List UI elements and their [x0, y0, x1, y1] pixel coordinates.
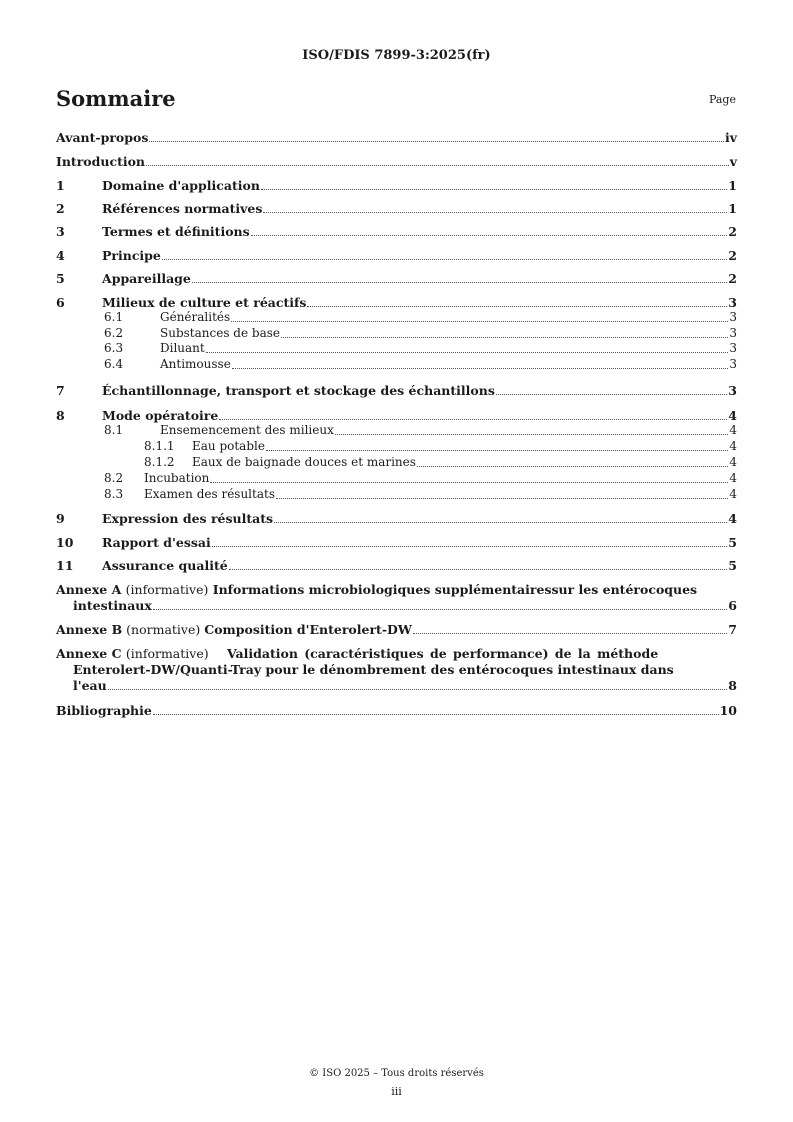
annex-title: Composition d'Enterolert-DW [204, 622, 412, 637]
page-number: iii [391, 1085, 402, 1098]
toc-page: 4 [729, 471, 737, 485]
toc-label: Mode opératoire [102, 408, 219, 423]
toc-entry-annex-c-cont[interactable] [73, 678, 737, 693]
annex-prefix: Annexe B [56, 622, 123, 637]
toc-leader [274, 522, 727, 523]
toc-entry-6-4[interactable] [104, 357, 737, 372]
toc-leader [192, 282, 727, 283]
toc-entry-11[interactable] [56, 558, 737, 573]
copyright-footer: © ISO 2025 – Tous droits réservés [309, 1068, 484, 1079]
toc-number: 3 [56, 224, 65, 239]
annex-title-line-3: l'eau [73, 678, 107, 693]
page-header: ISO/FDIS 7899-3:2025(fr) [302, 48, 491, 63]
toc-number: 1 [56, 178, 65, 193]
toc-leader [206, 352, 729, 353]
toc-entry-8-1-1[interactable] [144, 439, 737, 454]
toc-label: Examen des résultats [144, 487, 275, 501]
toc-entry-10[interactable] [56, 535, 737, 550]
toc-page: 5 [728, 535, 737, 550]
toc-page: 3 [728, 295, 737, 310]
toc-entry-annex-a[interactable] [56, 582, 697, 597]
toc-entry-1[interactable] [56, 178, 737, 193]
toc-page: 2 [728, 224, 737, 239]
toc-entry-4[interactable] [56, 248, 737, 263]
annex-title-line-2: Enterolert-DW/Quanti-Tray pour le dénombrement des entérocoques intestinaux dans [73, 662, 674, 677]
toc-page: 1 [728, 178, 737, 193]
toc-label: Principe [102, 248, 161, 263]
toc-page: 7 [728, 622, 737, 637]
toc-page: 10 [719, 703, 737, 718]
toc-page: 3 [729, 341, 737, 355]
toc-page: 4 [729, 455, 737, 469]
toc-entry-avant-propos[interactable] [56, 130, 737, 145]
toc-label: Généralités [160, 310, 231, 324]
annex-type: (informative) [125, 646, 209, 661]
toc-entry-8-1-2[interactable] [144, 455, 737, 470]
toc-page: iv [724, 130, 737, 145]
toc-page: 4 [729, 487, 737, 501]
toc-page: 4 [728, 408, 737, 423]
toc-label: Domaine d'application [102, 178, 260, 193]
toc-number: 6.1 [104, 310, 124, 324]
toc-number: 4 [56, 248, 65, 263]
toc-page: 4 [728, 511, 737, 526]
toc-entry-3[interactable] [56, 224, 737, 239]
annex-type: (normative) [126, 622, 201, 637]
toc-leader [231, 321, 728, 322]
page-column-label: Page [708, 93, 736, 106]
toc-label: Expression des résultats [102, 511, 274, 526]
toc-number: 8.1.1 [144, 439, 175, 453]
toc-entry-2[interactable] [56, 201, 737, 216]
toc-leader [229, 569, 728, 570]
toc-leader [219, 419, 727, 420]
toc-number: 8.1 [104, 423, 124, 437]
annex-title-line-2: intestinaux [73, 598, 152, 613]
toc-leader [496, 394, 727, 395]
toc-entry-introduction[interactable] [56, 154, 737, 169]
toc-page: 1 [728, 201, 737, 216]
toc-leader [232, 368, 729, 369]
toc-page: 3 [729, 326, 737, 340]
annex-prefix: Annexe C [56, 646, 122, 661]
toc-number: 10 [56, 535, 74, 550]
toc-label: Termes et définitions [102, 224, 250, 239]
toc-entry-6-2[interactable] [104, 326, 737, 341]
toc-entry-annex-c[interactable] [56, 646, 658, 661]
toc-label: Antimousse [160, 357, 231, 371]
toc-page: 3 [728, 383, 737, 398]
toc-page: 2 [728, 248, 737, 263]
toc-entry-6-3[interactable] [104, 341, 737, 356]
toc-label: Eau potable [192, 439, 265, 453]
toc-number: 9 [56, 511, 65, 526]
toc-page: 5 [728, 558, 737, 573]
toc-entry-annex-a-cont[interactable] [73, 598, 737, 613]
toc-label: Rapport d'essai [102, 535, 211, 550]
annex-c-line-2 [73, 662, 674, 677]
toc-label: Bibliographie [56, 703, 152, 718]
toc-number: 7 [56, 383, 65, 398]
toc-label: Diluant [160, 341, 205, 355]
toc-label: Introduction [56, 154, 146, 169]
toc-number: 8.3 [104, 487, 124, 501]
toc-leader [335, 434, 728, 435]
toc-entry-6[interactable] [56, 295, 737, 310]
toc-page: v [729, 154, 737, 169]
toc-label: Milieux de culture et réactifs [102, 295, 307, 310]
toc-leader [261, 189, 727, 190]
toc-leader [251, 235, 728, 236]
toc-entry-8-2[interactable] [104, 471, 737, 486]
toc-entry-7[interactable] [56, 383, 737, 398]
toc-leader [263, 212, 727, 213]
toc-leader [417, 466, 728, 467]
toc-leader [108, 689, 728, 690]
toc-number: 6 [56, 295, 65, 310]
toc-page: 3 [729, 310, 737, 324]
toc-leader [149, 141, 724, 142]
toc-entry-8-3[interactable] [104, 487, 737, 502]
page-title: Sommaire [56, 86, 176, 111]
toc-number: 8.2 [104, 471, 124, 485]
toc-page: 8 [728, 678, 737, 693]
toc-entry-annex-b[interactable] [56, 622, 737, 637]
toc-label: Références normatives [102, 201, 263, 216]
toc-entry-9[interactable] [56, 511, 737, 526]
toc-label: Appareillage [102, 271, 191, 286]
toc-leader [153, 714, 719, 715]
toc-page: 3 [729, 357, 737, 371]
toc-leader [210, 482, 728, 483]
toc-label: Incubation [144, 471, 210, 485]
toc-label: Échantillonnage, transport et stockage des échantillons [102, 383, 495, 398]
toc-leader [307, 306, 727, 307]
toc-number: 2 [56, 201, 65, 216]
toc-leader [162, 259, 727, 260]
toc-leader [413, 633, 727, 634]
toc-page: 6 [728, 598, 737, 613]
toc-page: 4 [729, 423, 737, 437]
toc-leader [153, 609, 727, 610]
toc-leader [281, 337, 728, 338]
toc-number: 6.3 [104, 341, 124, 355]
toc-entry-8-1[interactable] [104, 423, 737, 438]
annex-title-line-1: Validation (caractéristiques de performance) de la méthode [226, 646, 659, 661]
toc-page: 2 [728, 271, 737, 286]
toc-entry-6-1[interactable] [104, 310, 737, 325]
annex-title-line-1: Informations microbiologiques supplémentairessur les entérocoques [212, 582, 698, 597]
toc-number: 8.1.2 [144, 455, 175, 469]
toc-label: Assurance qualité [102, 558, 228, 573]
toc-number: 6.2 [104, 326, 124, 340]
toc-leader [276, 498, 728, 499]
toc-label: Eaux de baignade douces et marines [192, 455, 416, 469]
annex-type: (informative) [125, 582, 209, 597]
toc-label: Ensemencement des milieux [160, 423, 334, 437]
toc-number: 11 [56, 558, 74, 573]
toc-entry-8[interactable] [56, 408, 737, 423]
toc-entry-bibliographie[interactable] [56, 703, 737, 718]
toc-leader [266, 450, 728, 451]
toc-page: 4 [729, 439, 737, 453]
toc-number: 8 [56, 408, 65, 423]
toc-leader [146, 165, 729, 166]
toc-leader [212, 546, 728, 547]
toc-entry-5[interactable] [56, 271, 737, 286]
toc-number: 5 [56, 271, 65, 286]
annex-prefix: Annexe A [56, 582, 122, 597]
toc-number: 6.4 [104, 357, 124, 371]
toc-label: Substances de base [160, 326, 280, 340]
toc-label: Avant-propos [56, 130, 149, 145]
